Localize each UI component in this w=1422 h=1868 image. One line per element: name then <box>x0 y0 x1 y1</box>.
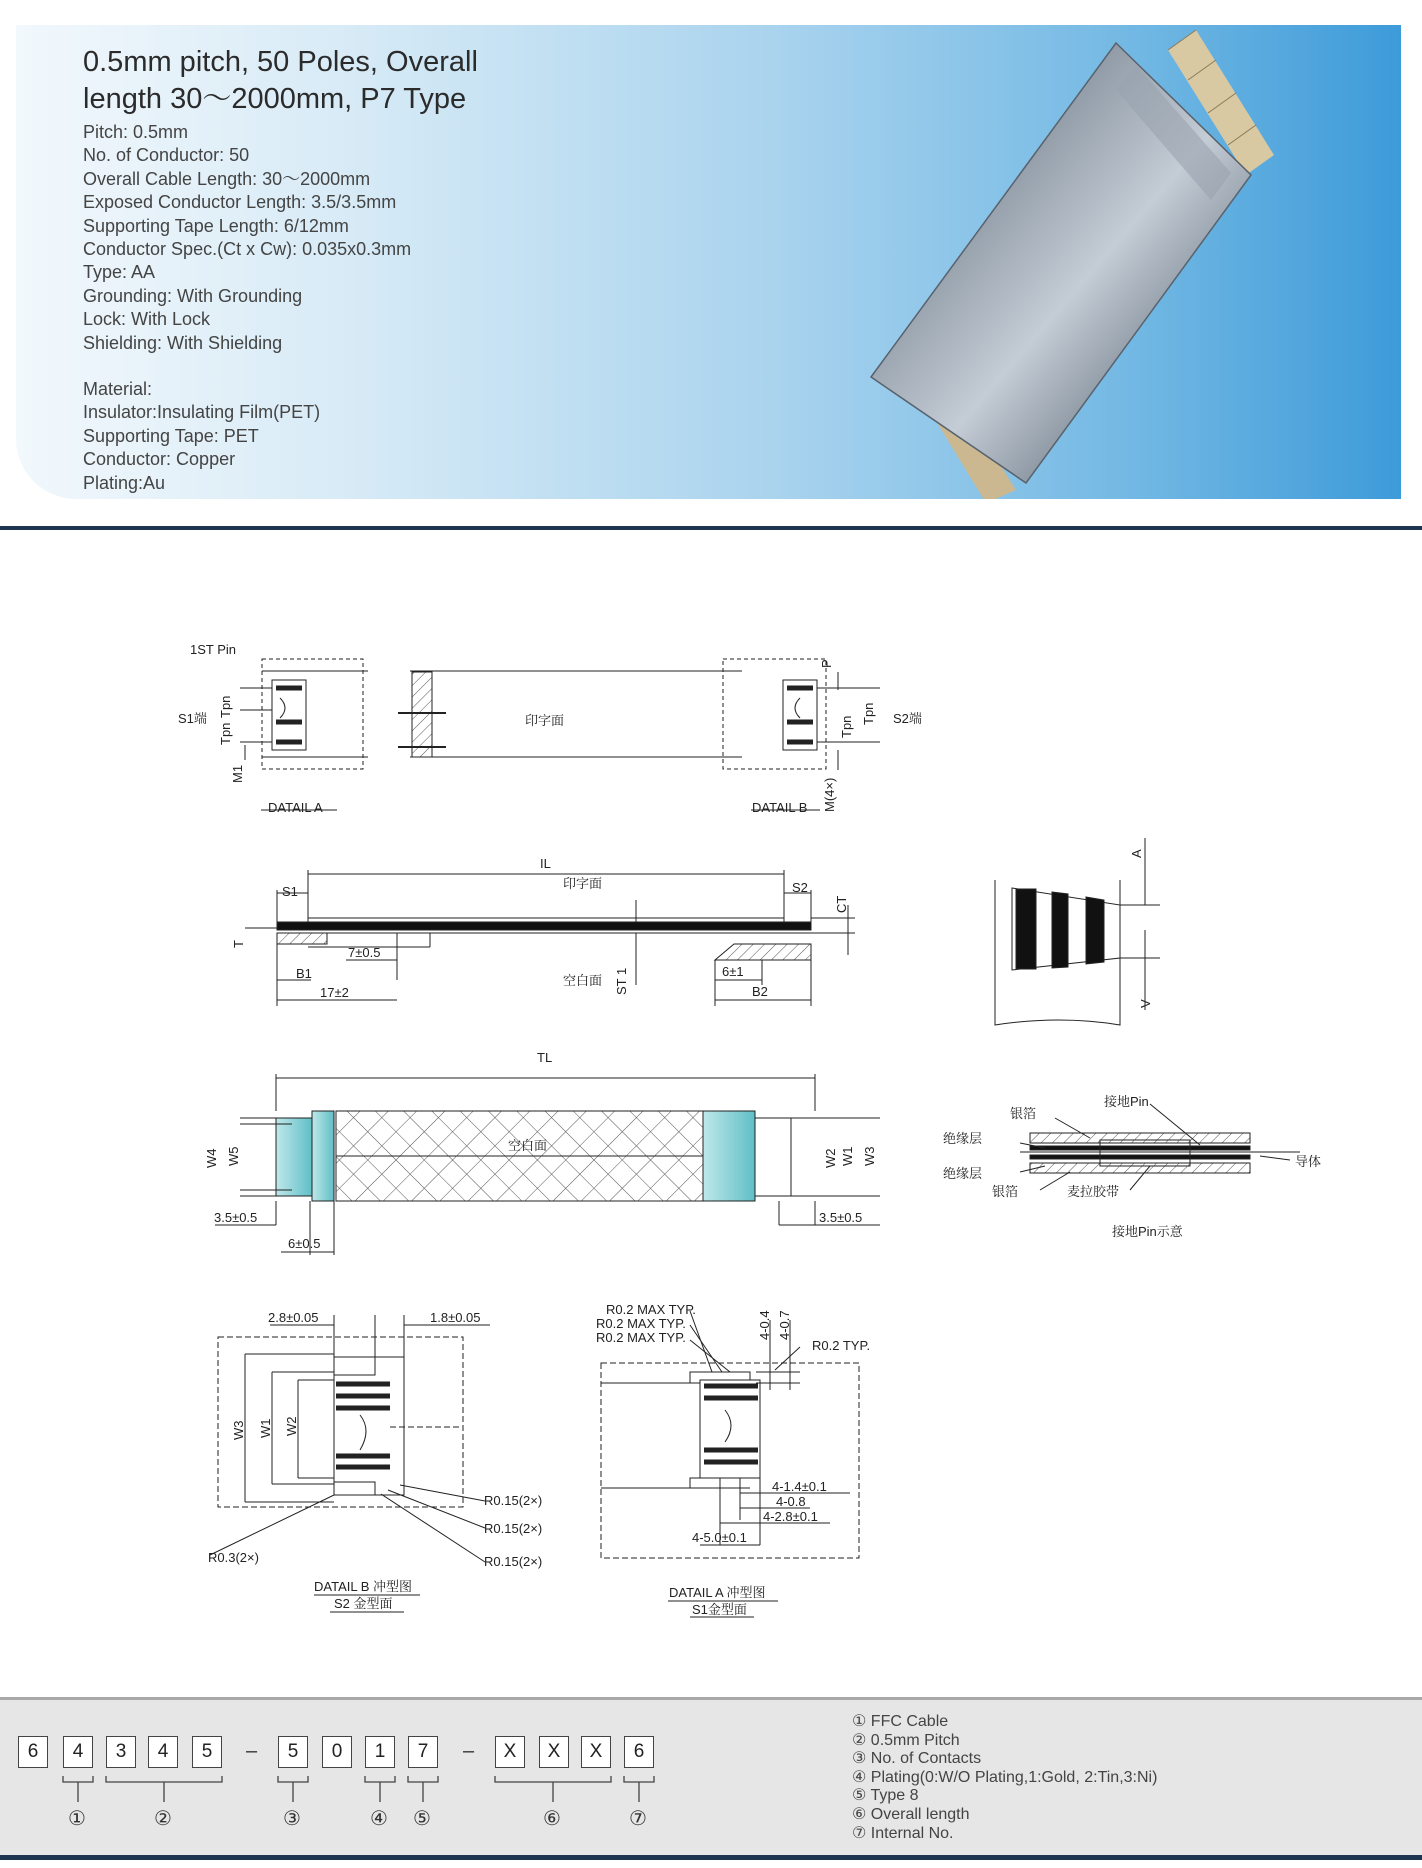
a-label: A <box>1129 849 1144 858</box>
title-line-2: length 30～2000mm, P7 Type <box>83 83 467 115</box>
spec-item: Pitch: 0.5mm <box>83 122 189 142</box>
spec-list <box>83 121 411 495</box>
tpn-label: Tpn <box>861 702 876 725</box>
spec-item: Supporting Tape Length: 6/12mm <box>83 215 349 236</box>
m4x-label: M(4×) <box>822 777 837 812</box>
title-line-1: 0.5mm pitch, 50 Poles, Overall <box>83 46 478 78</box>
legend-item: ④ Plating(0:W/O Plating,1:Gold, 2:Tin,3:Ni) <box>852 1768 1158 1786</box>
part-digit-box: 4 <box>63 1736 93 1768</box>
technical-drawing <box>0 560 1422 1680</box>
material-item: Insulator:Insulating Film(PET) <box>83 402 321 423</box>
part-digit-box: X <box>581 1736 611 1768</box>
r02-typ-label: R0.2 TYP. <box>812 1338 871 1353</box>
tpn-label: Tpn <box>839 715 854 738</box>
product-title <box>83 44 478 118</box>
dim-28-label: 2.8±0.05 <box>268 1310 319 1325</box>
cross-section <box>995 838 1160 1025</box>
material-item: Conductor: Copper <box>83 449 236 470</box>
marker-6: ⑥ <box>543 1808 561 1830</box>
w1-label: W1 <box>258 1418 273 1438</box>
marker-4: ④ <box>370 1808 388 1830</box>
insulation-label: 绝缘层 <box>943 1166 983 1181</box>
ground-caption: 接地Pin示意 <box>1112 1224 1183 1239</box>
spec-item: Lock: With Lock <box>83 309 211 330</box>
ct-label: CT <box>834 895 849 913</box>
p-label: P <box>819 659 834 668</box>
grounding-diagram <box>1020 1104 1300 1190</box>
part-digit-box: 6 <box>18 1736 48 1768</box>
m1-label: M1 <box>230 764 245 783</box>
print-side-label: 印字面 <box>525 713 565 728</box>
legend-item: ⑥ Overall length <box>852 1805 970 1823</box>
s2-end-label: S2端 <box>893 711 922 726</box>
dim-428-label: 4-2.8±0.1 <box>763 1509 818 1524</box>
top-view <box>240 659 880 810</box>
part-dash: – <box>463 1740 475 1762</box>
marker-2: ② <box>154 1808 172 1830</box>
part-digit-box: 5 <box>278 1736 308 1768</box>
s2-label: S2 <box>792 880 808 895</box>
marker-1: ① <box>68 1808 86 1830</box>
spec-item: Conductor Spec.(Ct x Cw): 0.035x0.3mm <box>83 239 412 260</box>
r02-label: R0.2 MAX TYP. <box>596 1330 686 1345</box>
dim-18-label: 1.8±0.05 <box>430 1310 481 1325</box>
w2-label: W2 <box>284 1416 299 1436</box>
legend-item: ⑦ Internal No. <box>852 1824 954 1842</box>
right-35-label: 3.5±0.5 <box>819 1210 863 1225</box>
w3-label: W3 <box>862 1146 877 1166</box>
material-item: Supporting Tape: PET <box>83 425 259 446</box>
part-number-panel <box>0 1697 1422 1858</box>
marker-3: ③ <box>283 1808 301 1830</box>
print-side-label: 印字面 <box>563 876 603 891</box>
material-item: Material: <box>83 379 153 400</box>
tpn-label: Tpn <box>218 695 233 718</box>
legend-item: ③ No. of Contacts <box>852 1750 982 1768</box>
tl-label: TL <box>537 1050 553 1065</box>
dim-450-label: 4-5.0±0.1 <box>692 1530 747 1545</box>
t-label: T <box>231 940 246 948</box>
silver-foil-label: 银箔 <box>992 1184 1019 1199</box>
b1-label: B1 <box>296 966 312 981</box>
w4-label: W4 <box>204 1148 219 1168</box>
w1-label: W1 <box>840 1146 855 1166</box>
w3-label: W3 <box>231 1420 246 1440</box>
w5-label: W5 <box>226 1146 241 1166</box>
dim-6-label: 6±1 <box>722 964 744 979</box>
s1-label: S1 <box>282 884 298 899</box>
part-digit-box: 1 <box>365 1736 395 1768</box>
detail-b-caption: DATAIL B 冲型图 <box>314 1579 412 1594</box>
material-item: Plating:Au <box>83 472 166 493</box>
il-label: IL <box>540 856 551 871</box>
detail-a-subcaption: S1金型面 <box>692 1602 747 1617</box>
blank-side-label: 空白面 <box>508 1138 548 1153</box>
v-label: V <box>1138 999 1153 1008</box>
header-divider <box>0 526 1422 530</box>
b2-label: B2 <box>752 984 768 999</box>
dim-407-label: 4-0.7 <box>777 1310 792 1340</box>
dim-6-label: 6±0.5 <box>288 1236 321 1251</box>
conductor-label: 导体 <box>1295 1154 1322 1169</box>
part-digit-box: 5 <box>192 1736 222 1768</box>
dim-414-label: 4-1.4±0.1 <box>772 1479 827 1494</box>
part-digit-box: 3 <box>106 1736 136 1768</box>
part-digit-box: 6 <box>624 1736 654 1768</box>
st1-label: ST 1 <box>614 967 629 995</box>
r02-label: R0.2 MAX TYP. <box>596 1316 686 1331</box>
detail-b-subcaption: S2 金型面 <box>334 1596 393 1611</box>
dim-7-label: 7±0.5 <box>348 945 381 960</box>
legend-item: ① FFC Cable <box>852 1713 949 1730</box>
spec-item: Shielding: With Shielding <box>83 332 283 353</box>
spec-item: Grounding: With Grounding <box>83 285 303 306</box>
marker-7: ⑦ <box>629 1808 647 1830</box>
r02-label: R0.2 MAX TYP. <box>606 1302 696 1317</box>
marker-5: ⑤ <box>413 1808 431 1830</box>
first-pin-label: 1ST Pin <box>190 642 237 657</box>
part-number-legend <box>852 1713 1157 1843</box>
part-digit-box: 7 <box>408 1736 438 1768</box>
part-digit-box: X <box>495 1736 525 1768</box>
w2-label: W2 <box>823 1148 838 1168</box>
dim-404-label: 4-0.4 <box>757 1310 772 1340</box>
legend-item: ⑤ Type 8 <box>852 1787 919 1805</box>
r03-label: R0.3(2×) <box>208 1550 259 1565</box>
left-35-label: 3.5±0.5 <box>214 1210 258 1225</box>
detail-a-label: DATAIL A <box>268 800 323 815</box>
detail-b-drawing <box>210 1315 490 1562</box>
detail-b-label: DATAIL B <box>752 800 808 815</box>
mylar-tape-label: 麦拉胶带 <box>1067 1184 1120 1199</box>
insulation-label: 绝缘层 <box>943 1131 983 1146</box>
r015-label: R0.15(2×) <box>484 1521 543 1536</box>
r015-label: R0.15(2×) <box>484 1493 543 1508</box>
legend-item: ② 0.5mm Pitch <box>852 1731 960 1749</box>
s1-end-label: S1端 <box>178 711 207 726</box>
spec-item: Exposed Conductor Length: 3.5/3.5mm <box>83 192 397 213</box>
detail-a-caption: DATAIL A 冲型图 <box>669 1585 766 1600</box>
tpn-label: Tpn <box>218 722 233 745</box>
part-digit-box: 4 <box>148 1736 178 1768</box>
silver-foil-label: 银箔 <box>1010 1106 1037 1121</box>
part-dash: – <box>246 1740 258 1762</box>
part-digit-box: X <box>539 1736 569 1768</box>
spec-item: No. of Conductor: 50 <box>83 145 250 166</box>
footer-divider <box>0 1855 1422 1860</box>
plan-view <box>215 1074 880 1255</box>
blank-side-label: 空白面 <box>563 973 603 988</box>
ground-pin-label: 接地Pin <box>1104 1094 1149 1109</box>
spec-item: Overall Cable Length: 30～2000mm <box>83 168 371 189</box>
dim-17-label: 17±2 <box>320 985 349 1000</box>
r015-label: R0.15(2×) <box>484 1554 543 1569</box>
part-digit-box: 0 <box>322 1736 352 1768</box>
spec-item: Type: AA <box>83 262 156 283</box>
dim-408-label: 4-0.8 <box>776 1494 806 1509</box>
